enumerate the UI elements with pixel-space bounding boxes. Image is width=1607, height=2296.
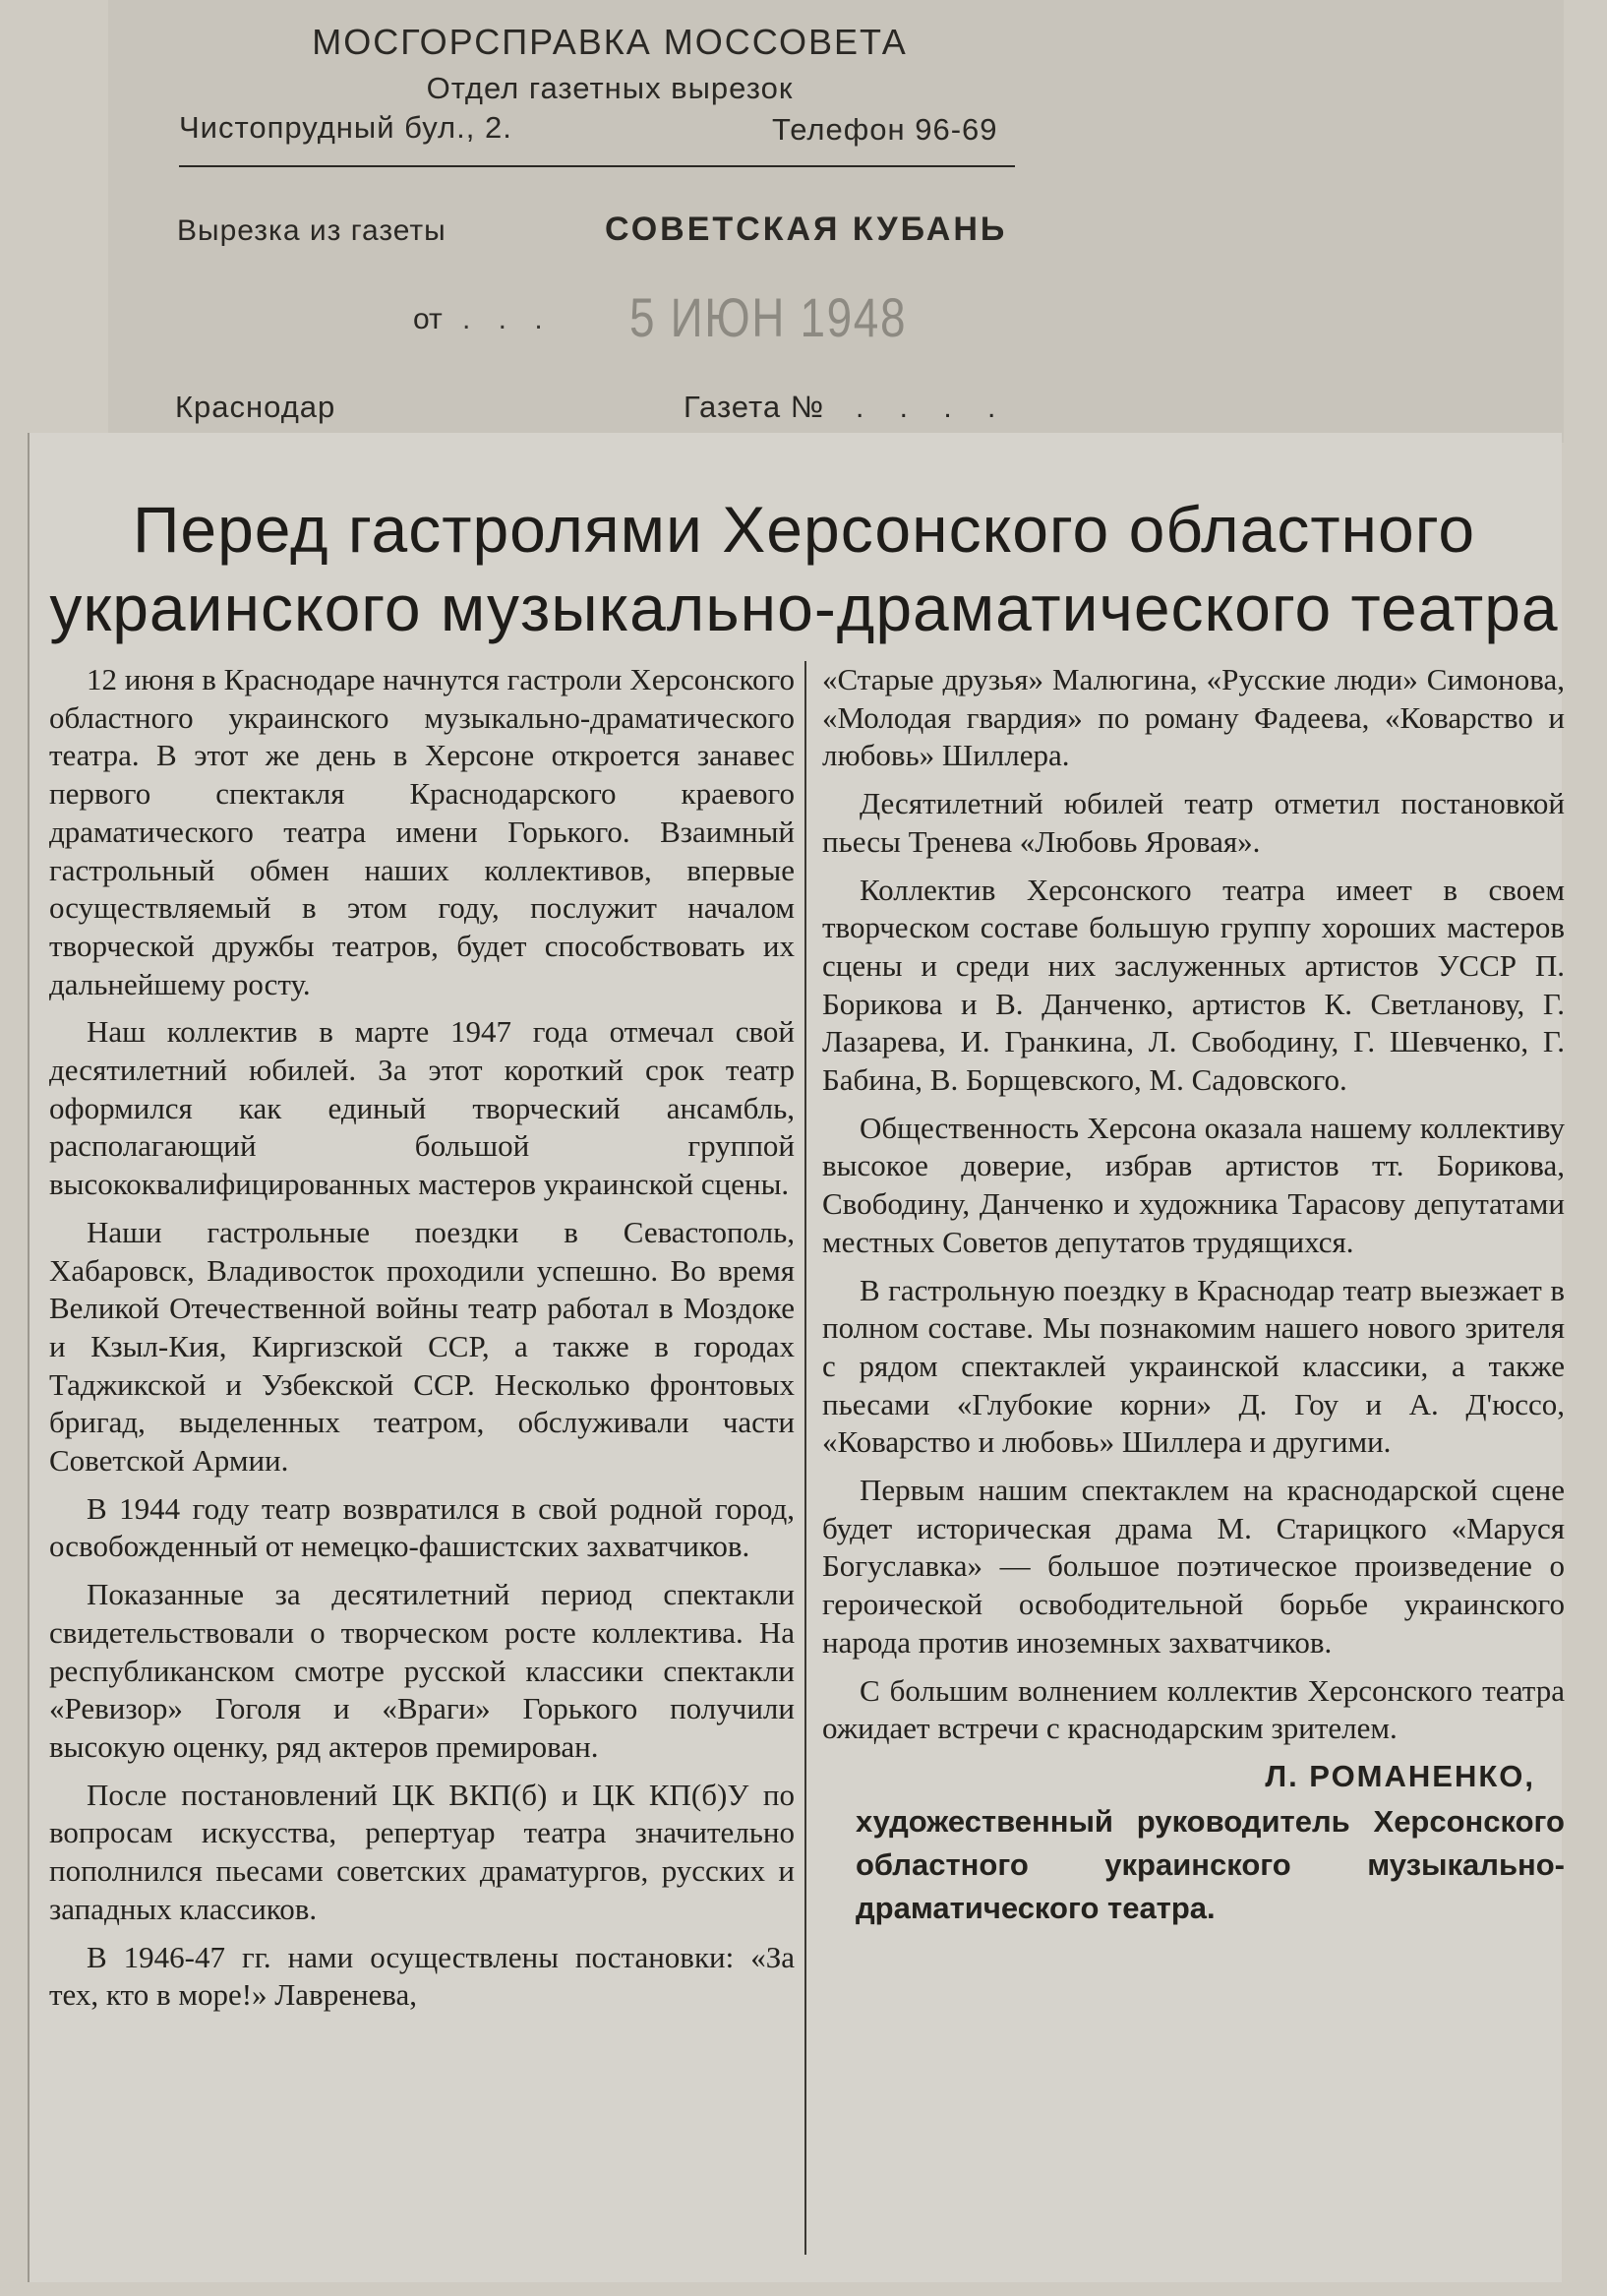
from-label: от <box>413 303 443 335</box>
paragraph: В 1946-47 гг. нами осуществлены постановки: «За тех, кто в море!» Лавренева, <box>49 1939 795 2013</box>
bureau-phone: Телефон 96-69 <box>772 112 998 147</box>
gazeta-number-label: Газета № <box>684 390 824 424</box>
department-name: Отдел газетных вырезок <box>426 71 794 105</box>
article-headline: Перед гастролями Херсонского областного украинского музыкально-драматического театра <box>49 493 1559 644</box>
paragraph-continuation: «Старые друзья» Малюгина, «Русские люди» Симонова, «Молодая гвардия» по роману Фадеева, «Коварство и любовь» Шиллера. <box>822 662 1565 773</box>
paragraph: Десятилетний юбилей театр отметил постановкой пьесы Тренева «Любовь Яровая». <box>822 786 1565 859</box>
slip-divider <box>179 165 1015 167</box>
date-dots: . . . <box>462 303 553 335</box>
paragraph: 12 июня в Краснодаре начнутся гастроли Херсонского областного украинского музыкально-драматического театра. В этот же день в Херсоне откроется занавес первого спектакля Краснодарского краевого драматического театра имени Горького. Взаимный гастрольный обмен наших коллективов, впервые осуществляемый в этом году, послужит началом творческой дружбы театров, будет способствовать их дальнейшему росту. <box>49 662 795 1001</box>
paragraph: Коллектив Херсонского театра имеет в своем творческом составе большую группу хороших мастеров сцены и среди них заслуженных артистов УССР П. Борикова и В. Данченко, артистов К. Светланову, Г. Лазарева, И. Гранкина, Л. Свободину, Г. Шевченко, Г. Бабина, В. Борщевского, М. Садовского. <box>822 872 1565 1098</box>
author-name: Л. РОМАНЕНКО, <box>1265 1758 1535 1793</box>
bureau-name: МОСГОРСПРАВКА МОССОВЕТА <box>312 22 908 62</box>
paragraph: Первым нашим спектаклем на краснодарской сцене будет историческая драма М. Старицкого «Маруся Богуславка» — большое поэтическое произведение о героической освободительной борьбе украинского народа против иноземных захватчиков. <box>822 1473 1565 1660</box>
article-right-column <box>822 661 1565 1930</box>
author-role: художественный руководитель Херсонского областного украинского музыкально-драматического театра. <box>856 1803 1565 1925</box>
date-stamp: 5 ИЮН 1948 <box>629 286 908 348</box>
paragraph: После постановлений ЦК ВКП(б) и ЦК КП(б)У по вопросам искусства, репертуар театра значительно пополнился пьесами советских драматургов, русских и западных классиков. <box>49 1777 795 1926</box>
paragraph: В 1944 году театр возвратился в свой родной город, освобожденный от немецко-фашистских захватчиков. <box>49 1490 795 1564</box>
paragraph: Общественность Херсона оказала нашему коллективу высокое доверие, избрав артистов тт. Борикова, Свободину, Данченко и художника Тарасову депутатами местных Советов депутатов трудящихся. <box>822 1110 1565 1259</box>
paragraph: В гастрольную поездку в Краснодар театр выезжает в полном составе. Мы познакомим нашего нового зрителя с рядом спектаклей украинской классики, а также пьесами «Глубокие корни» Д. Гоу и А. Д'юссо, «Коварство и любовь» Шиллера и другими. <box>822 1272 1565 1460</box>
city-name: Краснодар <box>175 390 336 424</box>
cut-label: Вырезка из газеты <box>177 214 446 247</box>
article-left-column <box>49 661 795 2024</box>
paragraph: Показанные за десятилетний период спектакли свидетельствовали о творческом росте коллектива. На республиканском смотре русской классики спектакли «Ревизор» Гоголя и «Враги» Горького получили высокую оценку, ряд актеров премирован. <box>49 1577 795 1764</box>
paragraph: С большим волнением коллектив Херсонского театра ожидает встречи с краснодарским зрителем. <box>822 1672 1565 1746</box>
paragraph: Наш коллектив в марте 1947 года отмечал свой десятилетний юбилей. За этот короткий срок театр оформился как единый творческий ансамбль, располагающий большой группой высококвалифицированных мастеров украинской сцены. <box>49 1014 795 1202</box>
newspaper-name: СОВЕТСКАЯ КУБАНЬ <box>605 211 1008 248</box>
column-divider <box>804 661 806 2255</box>
paragraph: Наши гастрольные поездки в Севастополь, Хабаровск, Владивосток проходили успешно. Во время Великой Отечественной войны театр работал в Моздоке и Кзыл-Кия, Киргизской ССР, а также в городах Таджикской и Узбекской ССР. Несколько фронтовых бригад, выделенных театром, обслуживали части Советской Армии. <box>49 1214 795 1479</box>
gazeta-number-dots: . . . . <box>856 392 1010 424</box>
bureau-address: Чистопрудный бул., 2. <box>179 110 512 145</box>
